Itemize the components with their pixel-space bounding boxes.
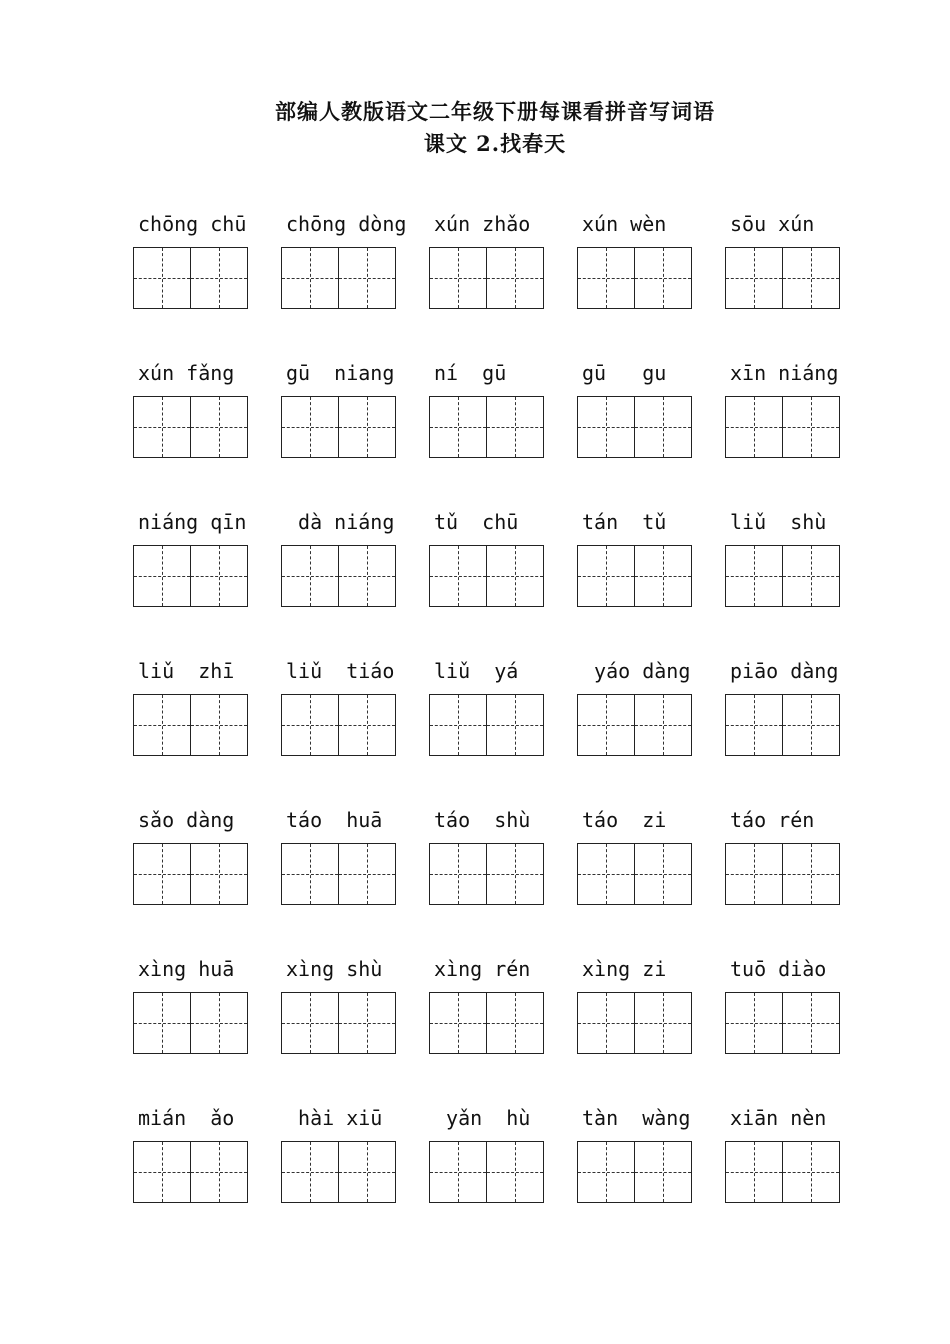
writing-grid[interactable] [725, 992, 840, 1054]
word-item [576, 806, 724, 955]
character-box[interactable] [577, 247, 635, 309]
character-box[interactable] [635, 694, 692, 756]
pinyin-label: chōng chū [138, 212, 247, 236]
word-item [724, 508, 872, 657]
character-box[interactable] [281, 545, 339, 607]
character-box[interactable] [191, 992, 248, 1054]
character-box[interactable] [725, 396, 783, 458]
writing-grid[interactable] [133, 545, 248, 607]
word-item [428, 359, 576, 508]
character-box[interactable] [577, 1141, 635, 1203]
character-box[interactable] [429, 992, 487, 1054]
character-box[interactable] [429, 843, 487, 905]
word-item [132, 210, 280, 359]
character-box[interactable] [191, 545, 248, 607]
character-box[interactable] [281, 396, 339, 458]
word-item [576, 359, 724, 508]
word-item [280, 1104, 428, 1253]
pinyin-label: táo zi [582, 808, 667, 832]
word-item [132, 1104, 280, 1253]
character-box[interactable] [725, 992, 783, 1054]
pinyin-label: táo rén [730, 808, 815, 832]
character-box[interactable] [429, 247, 487, 309]
character-box[interactable] [725, 1141, 783, 1203]
character-box[interactable] [191, 694, 248, 756]
character-box[interactable] [783, 396, 840, 458]
writing-grid[interactable] [577, 992, 692, 1054]
character-box[interactable] [429, 1141, 487, 1203]
pinyin-label: xìng zi [582, 957, 667, 981]
pinyin-label: liǔ shù [730, 510, 827, 534]
pinyin-label: mián ǎo [138, 1106, 235, 1130]
pinyin-label: chōng dòng [286, 212, 407, 236]
pinyin-label: gū niang [286, 361, 395, 385]
lesson-subtitle: 课文 2.找春天 [423, 131, 567, 156]
word-item [132, 955, 280, 1104]
word-row [132, 657, 872, 806]
character-box[interactable] [725, 694, 783, 756]
writing-grid[interactable] [725, 396, 840, 458]
word-item [280, 955, 428, 1104]
word-row [132, 359, 872, 508]
word-item [280, 359, 428, 508]
character-box[interactable] [133, 545, 191, 607]
writing-grid[interactable] [429, 1141, 544, 1203]
character-box[interactable] [577, 396, 635, 458]
word-item [428, 210, 576, 359]
writing-grid[interactable] [725, 1141, 840, 1203]
character-box[interactable] [635, 992, 692, 1054]
writing-grid[interactable] [577, 694, 692, 756]
word-item [428, 1104, 576, 1253]
character-box[interactable] [133, 396, 191, 458]
character-box[interactable] [487, 992, 544, 1054]
word-item [428, 955, 576, 1104]
writing-grid[interactable] [281, 843, 396, 905]
writing-grid[interactable] [577, 247, 692, 309]
character-box[interactable] [339, 843, 396, 905]
word-item [576, 955, 724, 1104]
character-box[interactable] [783, 843, 840, 905]
writing-grid[interactable] [725, 247, 840, 309]
pinyin-label: xiān nèn [730, 1106, 827, 1130]
word-item [724, 657, 872, 806]
pinyin-label: liǔ tiáo [286, 659, 395, 683]
character-box[interactable] [783, 1141, 840, 1203]
character-box[interactable] [635, 396, 692, 458]
pinyin-label: hài xiū [286, 1106, 383, 1130]
character-box[interactable] [339, 396, 396, 458]
writing-grid[interactable] [133, 992, 248, 1054]
writing-grid[interactable] [725, 843, 840, 905]
character-box[interactable] [725, 843, 783, 905]
word-item [724, 955, 872, 1104]
character-box[interactable] [577, 545, 635, 607]
character-box[interactable] [487, 694, 544, 756]
writing-grid[interactable] [281, 1141, 396, 1203]
writing-grid[interactable] [133, 1141, 248, 1203]
character-box[interactable] [783, 992, 840, 1054]
writing-grid[interactable] [281, 396, 396, 458]
character-box[interactable] [487, 247, 544, 309]
writing-grid[interactable] [429, 992, 544, 1054]
writing-grid[interactable] [429, 247, 544, 309]
character-box[interactable] [281, 992, 339, 1054]
word-row [132, 955, 872, 1104]
character-box[interactable] [429, 545, 487, 607]
character-box[interactable] [133, 694, 191, 756]
writing-grid[interactable] [133, 396, 248, 458]
character-box[interactable] [635, 545, 692, 607]
writing-grid[interactable] [281, 247, 396, 309]
word-item [132, 508, 280, 657]
writing-grid[interactable] [281, 992, 396, 1054]
character-box[interactable] [577, 843, 635, 905]
pinyin-label: sōu xún [730, 212, 815, 236]
character-box[interactable] [339, 545, 396, 607]
word-item [132, 359, 280, 508]
word-item [280, 657, 428, 806]
character-box[interactable] [281, 694, 339, 756]
page-title: 部编人教版语文二年级下册每课看拼音写词语 [275, 99, 715, 124]
pinyin-label: gū gu [582, 361, 667, 385]
character-box[interactable] [725, 247, 783, 309]
word-item [280, 806, 428, 955]
character-box[interactable] [487, 396, 544, 458]
character-box[interactable] [487, 545, 544, 607]
pinyin-label: yǎn hù [434, 1106, 531, 1130]
word-item [428, 508, 576, 657]
word-item [724, 210, 872, 359]
pinyin-label: tuō diào [730, 957, 827, 981]
word-item [724, 806, 872, 955]
word-item [576, 508, 724, 657]
word-item [280, 508, 428, 657]
character-box[interactable] [191, 396, 248, 458]
writing-grid[interactable] [725, 694, 840, 756]
writing-grid[interactable] [577, 545, 692, 607]
pinyin-label: táo shù [434, 808, 531, 832]
character-box[interactable] [133, 1141, 191, 1203]
writing-grid[interactable] [281, 545, 396, 607]
writing-grid[interactable] [429, 396, 544, 458]
word-item [576, 657, 724, 806]
character-box[interactable] [487, 843, 544, 905]
character-box[interactable] [783, 545, 840, 607]
word-item [428, 806, 576, 955]
character-box[interactable] [635, 247, 692, 309]
character-box[interactable] [339, 992, 396, 1054]
character-box[interactable] [725, 545, 783, 607]
pinyin-label: tǔ chū [434, 510, 519, 534]
character-box[interactable] [783, 694, 840, 756]
writing-grid[interactable] [429, 843, 544, 905]
character-box[interactable] [635, 1141, 692, 1203]
pinyin-label: xún wèn [582, 212, 667, 236]
character-box[interactable] [133, 247, 191, 309]
pinyin-label: yáo dàng [582, 659, 691, 683]
pinyin-label: tàn wàng [582, 1106, 691, 1130]
character-box[interactable] [339, 247, 396, 309]
pinyin-label: dà niáng [286, 510, 395, 534]
word-item [132, 806, 280, 955]
word-row [132, 1104, 872, 1253]
writing-grid[interactable] [429, 694, 544, 756]
pinyin-label: liǔ zhī [138, 659, 235, 683]
character-box[interactable] [281, 247, 339, 309]
character-box[interactable] [487, 1141, 544, 1203]
character-box[interactable] [191, 247, 248, 309]
word-row [132, 508, 872, 657]
header [0, 96, 950, 160]
character-box[interactable] [191, 843, 248, 905]
writing-grid[interactable] [281, 694, 396, 756]
writing-grid[interactable] [429, 545, 544, 607]
pinyin-label: xún fǎng [138, 361, 235, 385]
character-box[interactable] [429, 694, 487, 756]
writing-grid[interactable] [133, 843, 248, 905]
pinyin-label: xìng rén [434, 957, 531, 981]
character-box[interactable] [339, 694, 396, 756]
pinyin-label: xìng huā [138, 957, 235, 981]
pinyin-label: liǔ yá [434, 659, 519, 683]
pinyin-label: xún zhǎo [434, 212, 531, 236]
pinyin-label: piāo dàng [730, 659, 839, 683]
word-row [132, 806, 872, 955]
writing-grid[interactable] [577, 843, 692, 905]
word-item [724, 359, 872, 508]
pinyin-label: xīn niáng [730, 361, 839, 385]
pinyin-label: sǎo dàng [138, 808, 235, 832]
character-box[interactable] [133, 992, 191, 1054]
word-row [132, 210, 872, 359]
pinyin-label: niáng qīn [138, 510, 247, 534]
character-box[interactable] [783, 247, 840, 309]
character-box[interactable] [635, 843, 692, 905]
word-grid [132, 210, 872, 1253]
character-box[interactable] [281, 1141, 339, 1203]
character-box[interactable] [429, 396, 487, 458]
word-item [576, 210, 724, 359]
word-item [132, 657, 280, 806]
character-box[interactable] [191, 1141, 248, 1203]
character-box[interactable] [281, 843, 339, 905]
word-item [724, 1104, 872, 1253]
pinyin-label: tán tǔ [582, 510, 667, 534]
writing-grid[interactable] [133, 247, 248, 309]
pinyin-label: ní gū [434, 361, 507, 385]
writing-grid[interactable] [577, 1141, 692, 1203]
pinyin-label: xìng shù [286, 957, 383, 981]
word-item [428, 657, 576, 806]
pinyin-label: táo huā [286, 808, 383, 832]
word-item [280, 210, 428, 359]
writing-grid[interactable] [133, 694, 248, 756]
writing-grid[interactable] [725, 545, 840, 607]
word-item [576, 1104, 724, 1253]
character-box[interactable] [133, 843, 191, 905]
writing-grid[interactable] [577, 396, 692, 458]
character-box[interactable] [577, 694, 635, 756]
character-box[interactable] [577, 992, 635, 1054]
character-box[interactable] [339, 1141, 396, 1203]
